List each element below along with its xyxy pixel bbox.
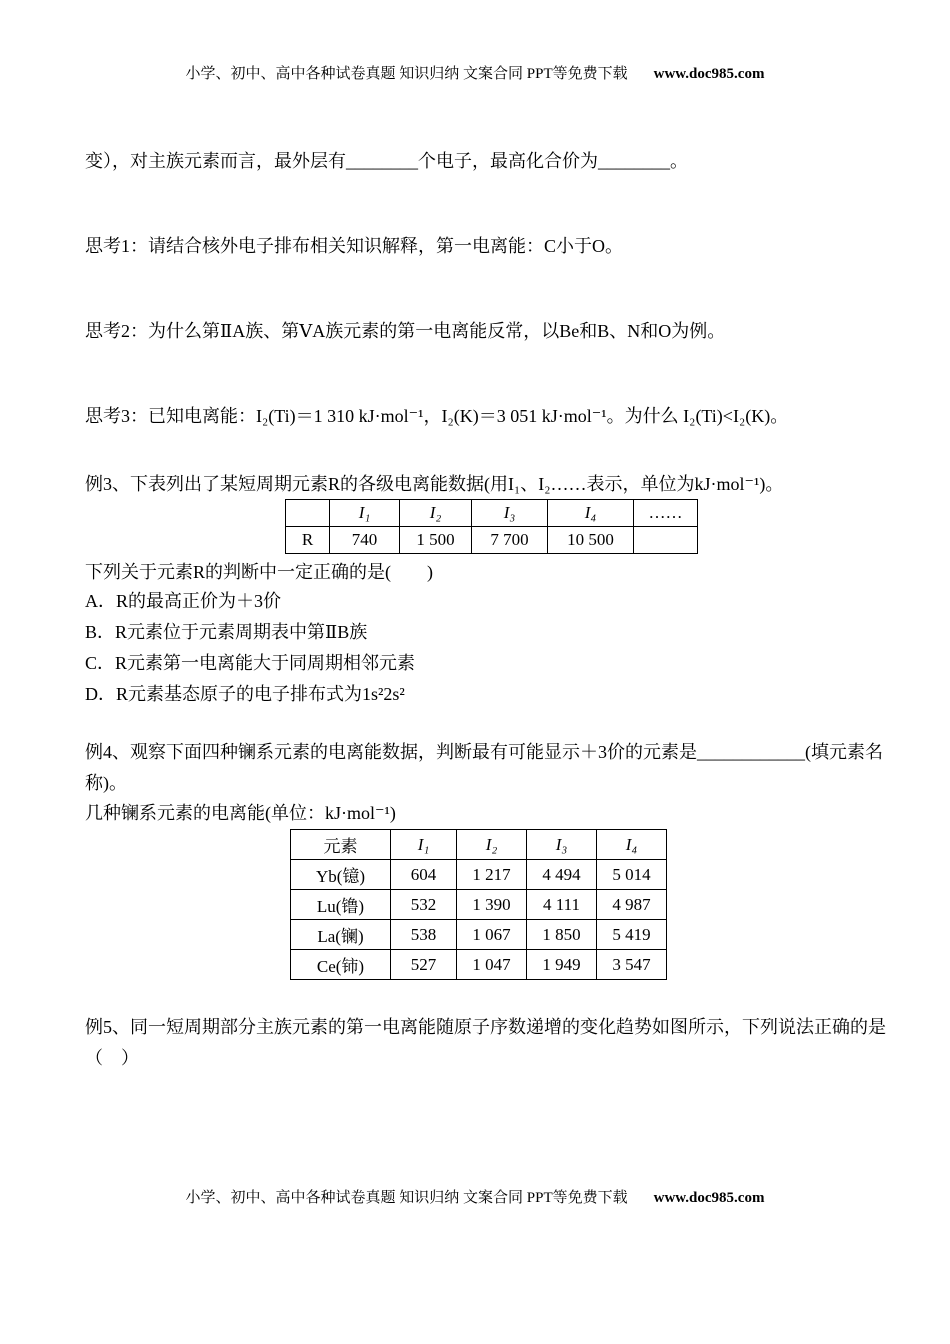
table-cell: 5 014 [597, 860, 667, 890]
table-row [286, 500, 698, 527]
table-cell: 1 850 [527, 920, 597, 950]
table-cell: 604 [391, 860, 457, 890]
table-cell: 532 [391, 890, 457, 920]
example3-ionization-table [285, 499, 698, 554]
think-question-2: 思考2：为什么第ⅡA族、第ⅤA族元素的第一电离能反常，以Be和B、N和O为例。 [85, 321, 726, 341]
example5-question: 例5、同一短周期部分主族元素的第一电离能随原子序数递增的变化趋势如图所示，下列说法正确的是（ ） [85, 1017, 886, 1068]
think-question-3: 思考3：已知电离能：I₂(Ti)＝1 310 kJ·mol⁻¹，I₂(K)＝3 051 kJ·mol⁻¹。为什么 I₂(Ti)<I₂(K)。 [85, 406, 789, 426]
table-cell: R [286, 527, 330, 554]
table-cell: 4 494 [527, 860, 597, 890]
table-cell: Yb(镱) [291, 860, 391, 890]
table-cell: Lu(镥) [291, 890, 391, 920]
footer-url: www.doc985.com [653, 1190, 765, 1206]
table-header-cell: I₃ [472, 500, 548, 527]
page-header [0, 64, 950, 84]
option-a: A．R的最高正价为＋3价 [85, 591, 282, 611]
table-cell: 7 700 [472, 527, 548, 554]
page-footer [0, 1188, 950, 1208]
table-header-cell: I₄ [597, 830, 667, 860]
table-cell: Ce(铈) [291, 950, 391, 980]
header-url: www.doc985.com [653, 66, 765, 82]
table-cell: 1 949 [527, 950, 597, 980]
table-row [291, 950, 667, 980]
table-cell: 740 [330, 527, 400, 554]
paragraph-fill-blanks: 变），对主族元素而言，最外层有________个电子，最高化合价为________。 [85, 151, 688, 171]
think-question-1: 思考1：请结合核外电子排布相关知识解释，第一电离能：C小于O。 [85, 236, 624, 256]
table-header-cell: I₃ [527, 830, 597, 860]
header-text: 小学、初中、高中各种试卷真题 知识归纳 文案合同 PPT等免费下载 [185, 66, 628, 82]
example4-table-caption: 几种镧系元素的电离能(单位：kJ·mol⁻¹) [85, 803, 396, 823]
table-cell: La(镧) [291, 920, 391, 950]
example4-lanthanide-table [290, 829, 667, 980]
option-b: B．R元素位于元素周期表中第ⅡB族 [85, 622, 368, 642]
table-header-cell: I₄ [548, 500, 634, 527]
table-cell: 4 987 [597, 890, 667, 920]
example3-options [85, 586, 897, 710]
footer-text: 小学、初中、高中各种试卷真题 知识归纳 文案合同 PPT等免费下载 [185, 1190, 628, 1206]
table-cell: 1 047 [457, 950, 527, 980]
table-header-cell: I₁ [330, 500, 400, 527]
table-row [286, 527, 698, 554]
table-cell [634, 527, 698, 554]
table-row [291, 920, 667, 950]
table-cell: 1 217 [457, 860, 527, 890]
table-cell: 3 547 [597, 950, 667, 980]
table-cell: 10 500 [548, 527, 634, 554]
table-header-cell [286, 500, 330, 527]
table-cell: 527 [391, 950, 457, 980]
table-cell: 5 419 [597, 920, 667, 950]
example4-question: 例4、观察下面四种镧系元素的电离能数据，判断最有可能显示＋3价的元素是____________(填元素名称)。 [85, 742, 883, 793]
table-row [291, 860, 667, 890]
table-cell: 1 067 [457, 920, 527, 950]
table-row [291, 890, 667, 920]
table-header-cell: 元素 [291, 830, 391, 860]
table-cell: 1 500 [400, 527, 472, 554]
example3-intro: 例3、下表列出了某短周期元素R的各级电离能数据(用I₁、I₂……表示，单位为kJ·mol⁻¹)。 [85, 474, 784, 494]
table-header-cell: I₂ [400, 500, 472, 527]
table-header-cell: I₂ [457, 830, 527, 860]
table-cell: 1 390 [457, 890, 527, 920]
option-d: D．R元素基态原子的电子排布式为1s²2s² [85, 684, 405, 704]
table-header-cell: …… [634, 500, 698, 527]
table-header-cell: I₁ [391, 830, 457, 860]
option-c: C．R元素第一电离能大于同周期相邻元素 [85, 653, 416, 673]
table-cell: 4 111 [527, 890, 597, 920]
table-cell: 538 [391, 920, 457, 950]
table-row [291, 830, 667, 860]
example3-question: 下列关于元素R的判断中一定正确的是( ) [85, 562, 433, 582]
